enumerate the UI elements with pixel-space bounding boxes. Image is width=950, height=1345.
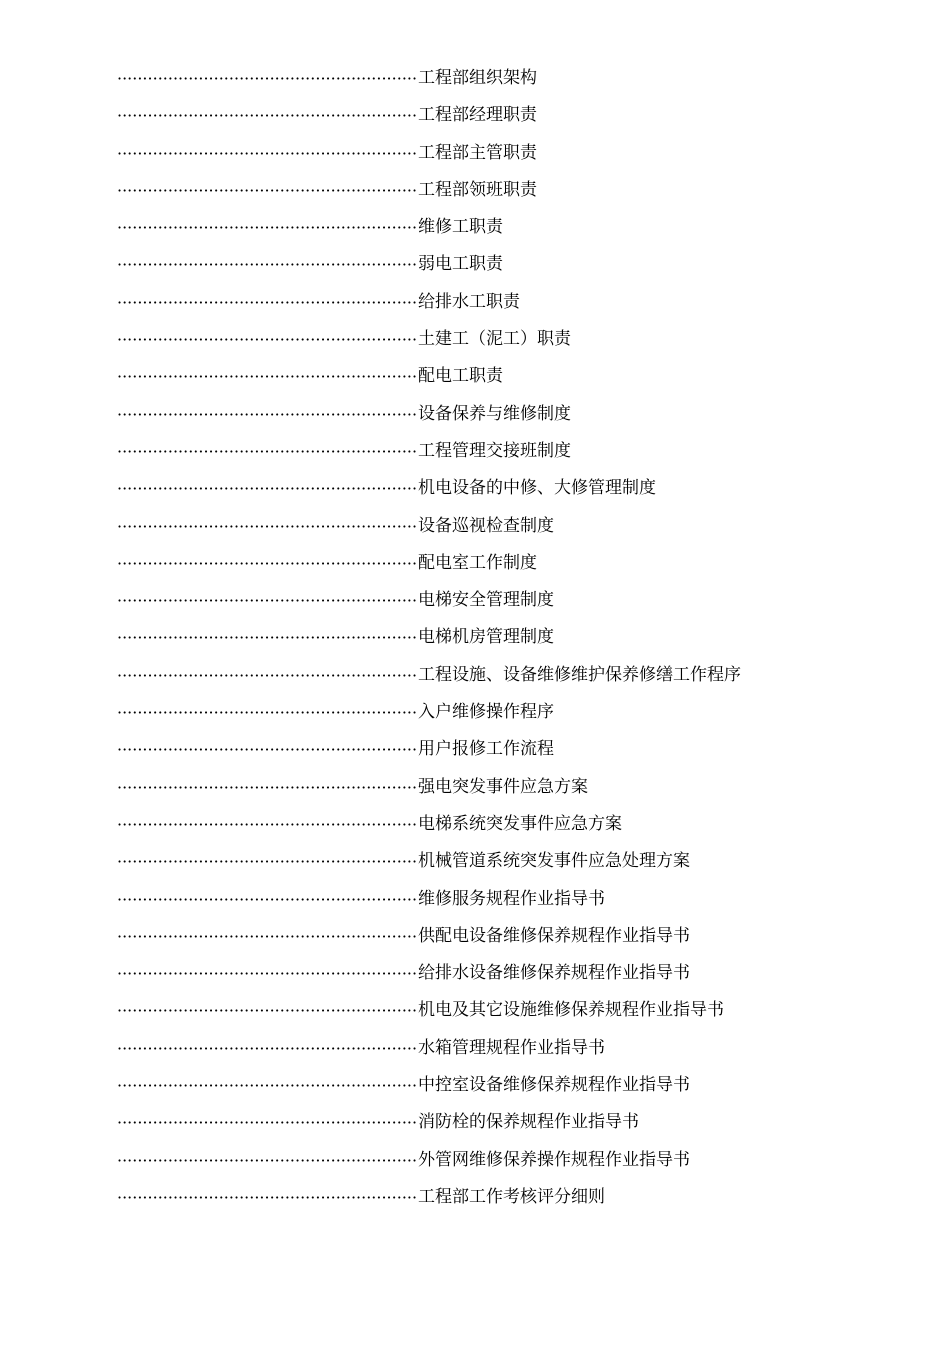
- dot-leader: [117, 992, 417, 1029]
- toc-item[interactable]: [0, 433, 950, 470]
- toc-title: 工程部主管职责: [418, 142, 537, 163]
- dot-leader: [117, 172, 417, 209]
- toc-item[interactable]: [0, 918, 950, 955]
- dot-leader: [117, 918, 417, 955]
- toc-title: 机械管道系统突发事件应急处理方案: [418, 851, 690, 872]
- table-of-contents: [0, 60, 950, 1216]
- dot-leader: [117, 657, 417, 694]
- toc-item[interactable]: [0, 582, 950, 619]
- toc-item[interactable]: [0, 955, 950, 992]
- toc-title: 配电室工作制度: [418, 552, 537, 573]
- dot-leader: [117, 396, 417, 433]
- toc-item[interactable]: [0, 321, 950, 358]
- dot-leader: [117, 1179, 417, 1216]
- toc-item[interactable]: [0, 731, 950, 768]
- toc-title: 弱电工职责: [418, 254, 503, 275]
- toc-title: 维修工职责: [418, 217, 503, 238]
- dot-leader: [117, 508, 417, 545]
- toc-item[interactable]: [0, 694, 950, 731]
- toc-title: 工程部领班职责: [418, 179, 537, 200]
- toc-title: 机电设备的中修、大修管理制度: [418, 478, 656, 499]
- dot-leader: [117, 619, 417, 656]
- dot-leader: [117, 358, 417, 395]
- toc-title: 外管网维修保养操作规程作业指导书: [418, 1149, 690, 1170]
- dot-leader: [117, 433, 417, 470]
- toc-item[interactable]: [0, 769, 950, 806]
- toc-item[interactable]: [0, 470, 950, 507]
- toc-item[interactable]: [0, 1030, 950, 1067]
- toc-item[interactable]: [0, 881, 950, 918]
- dot-leader: [117, 246, 417, 283]
- dot-leader: [117, 1142, 417, 1179]
- toc-item[interactable]: [0, 246, 950, 283]
- toc-title: 水箱管理规程作业指导书: [418, 1037, 605, 1058]
- toc-title: 入户维修操作程序: [418, 702, 554, 723]
- toc-item[interactable]: [0, 1142, 950, 1179]
- dot-leader: [117, 1067, 417, 1104]
- dot-leader: [117, 1104, 417, 1141]
- toc-title: 工程设施、设备维修维护保养修缮工作程序: [418, 664, 741, 685]
- toc-item[interactable]: [0, 172, 950, 209]
- toc-item[interactable]: [0, 508, 950, 545]
- dot-leader: [117, 694, 417, 731]
- dot-leader: [117, 843, 417, 880]
- dot-leader: [117, 97, 417, 134]
- toc-item[interactable]: [0, 843, 950, 880]
- toc-title: 机电及其它设施维修保养规程作业指导书: [418, 1000, 724, 1021]
- toc-item[interactable]: [0, 358, 950, 395]
- toc-title: 中控室设备维修保养规程作业指导书: [418, 1075, 690, 1096]
- toc-title: 强电突发事件应急方案: [418, 776, 588, 797]
- dot-leader: [117, 806, 417, 843]
- toc-item[interactable]: [0, 657, 950, 694]
- toc-title: 维修服务规程作业指导书: [418, 888, 605, 909]
- toc-title: 土建工（泥工）职责: [418, 329, 571, 350]
- toc-title: 工程部工作考核评分细则: [418, 1186, 605, 1207]
- toc-item[interactable]: [0, 284, 950, 321]
- dot-leader: [117, 545, 417, 582]
- toc-title: 工程管理交接班制度: [418, 440, 571, 461]
- dot-leader: [117, 60, 417, 97]
- dot-leader: [117, 731, 417, 768]
- toc-title: 设备巡视检查制度: [418, 515, 554, 536]
- toc-item[interactable]: [0, 1067, 950, 1104]
- dot-leader: [117, 881, 417, 918]
- toc-item[interactable]: [0, 1104, 950, 1141]
- toc-title: 供配电设备维修保养规程作业指导书: [418, 925, 690, 946]
- toc-title: 设备保养与维修制度: [418, 403, 571, 424]
- toc-title: 电梯系统突发事件应急方案: [418, 813, 622, 834]
- dot-leader: [117, 955, 417, 992]
- toc-item[interactable]: [0, 60, 950, 97]
- dot-leader: [117, 135, 417, 172]
- toc-title: 配电工职责: [418, 366, 503, 387]
- dot-leader: [117, 209, 417, 246]
- toc-item[interactable]: [0, 396, 950, 433]
- toc-title: 工程部经理职责: [418, 105, 537, 126]
- toc-item[interactable]: [0, 209, 950, 246]
- toc-title: 给排水设备维修保养规程作业指导书: [418, 963, 690, 984]
- toc-title: 工程部组织架构: [418, 68, 537, 88]
- toc-title: 电梯机房管理制度: [418, 627, 554, 648]
- toc-title: 给排水工职责: [418, 291, 520, 312]
- dot-leader: [117, 284, 417, 321]
- toc-item[interactable]: [0, 545, 950, 582]
- dot-leader: [117, 470, 417, 507]
- toc-title: 消防栓的保养规程作业指导书: [418, 1112, 639, 1133]
- toc-item[interactable]: [0, 97, 950, 134]
- dot-leader: [117, 321, 417, 358]
- toc-item[interactable]: [0, 992, 950, 1029]
- toc-item[interactable]: [0, 135, 950, 172]
- toc-item[interactable]: [0, 619, 950, 656]
- toc-title: 用户报修工作流程: [418, 739, 554, 760]
- dot-leader: [117, 1030, 417, 1067]
- toc-item[interactable]: [0, 1179, 950, 1216]
- toc-title: 电梯安全管理制度: [418, 590, 554, 611]
- toc-item[interactable]: [0, 806, 950, 843]
- dot-leader: [117, 769, 417, 806]
- dot-leader: [117, 582, 417, 619]
